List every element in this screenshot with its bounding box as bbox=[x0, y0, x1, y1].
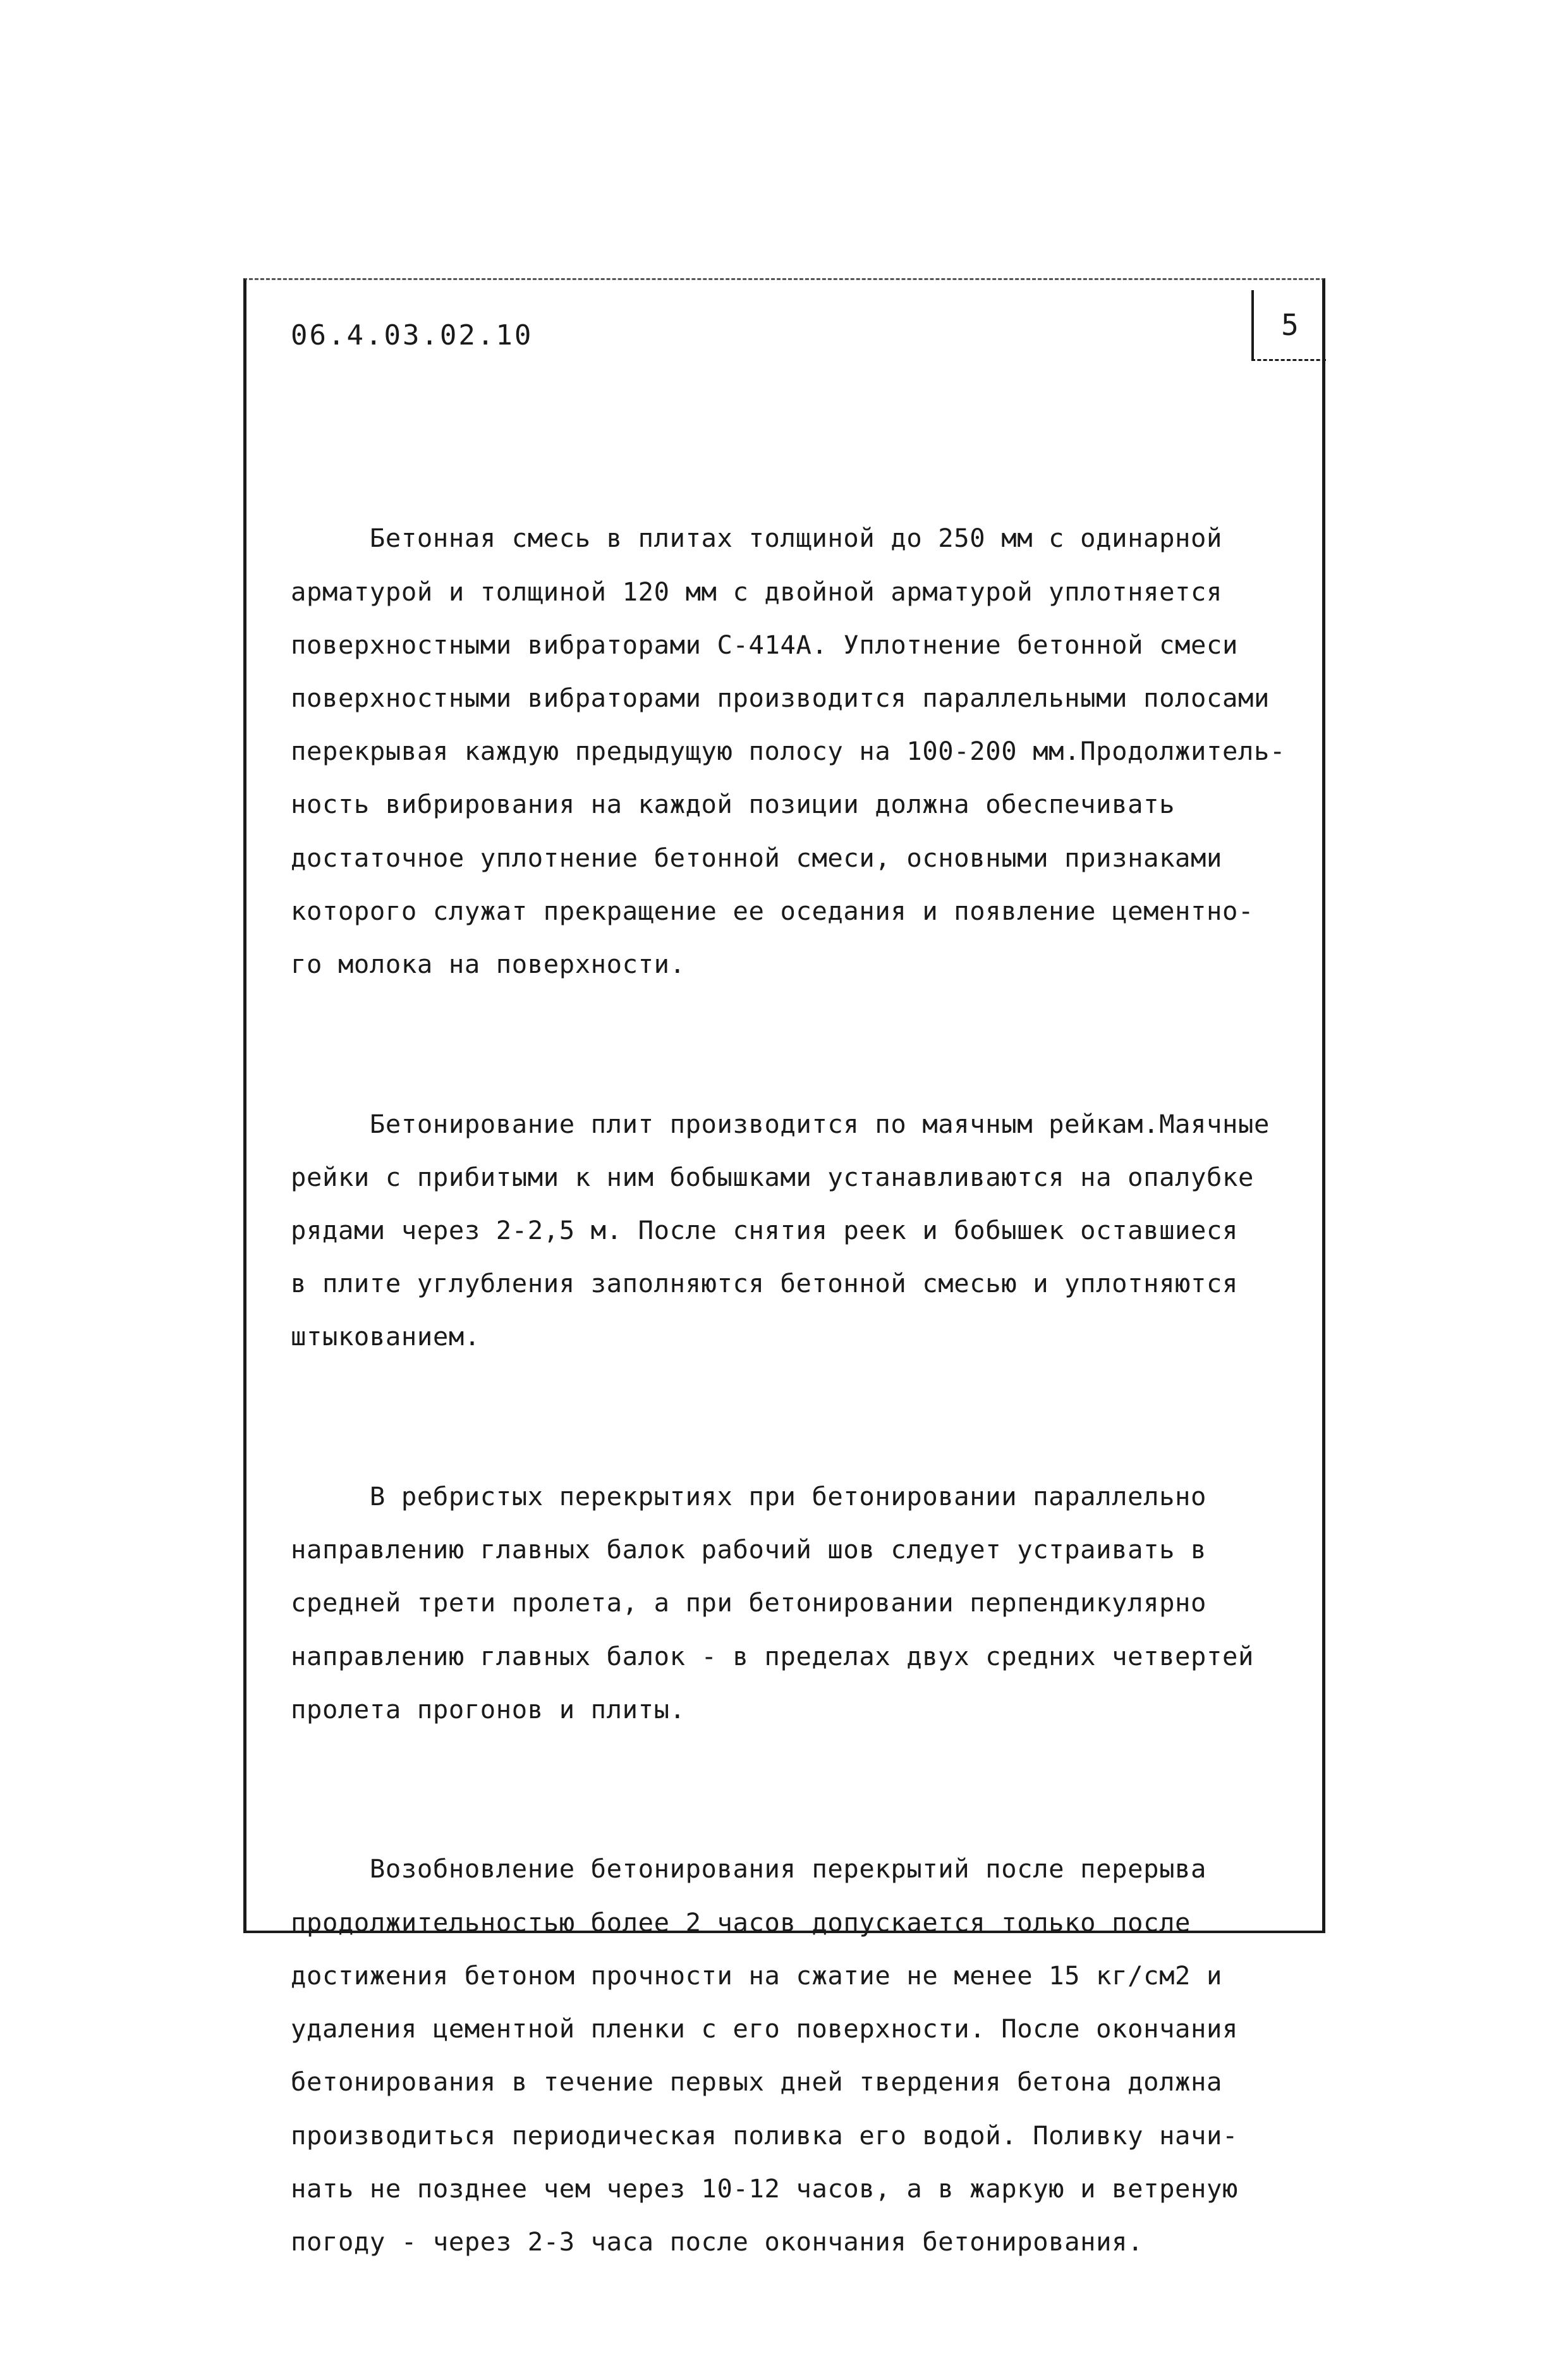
document-code: 06.4.03.02.10 bbox=[291, 319, 533, 351]
paragraph-2: Бетонирование плит производится по маячным рейкам.Маячные рейки с прибитыми к ним бобышками устанавливаются на опалубке рядами через 2-2,5 м. После снятия реек и бобышек оставшиеся в плите углубления заполняются бетонной смесью и уплотняются штыкованием. bbox=[291, 1108, 1270, 1352]
paragraph-4: Возобновление бетонирования перекрытий после перерыва продолжительностью более 2 часов допускается только после достижения бетоном прочности на сжатие не менее 15 кг/см2 и удаления цементной пленки с его поверхности. После окончания бетонирования в течение первых дней твердения бетона должна производиться периодическая поливка его водой. Поливку начи- нать не позднее чем через 10-12 часов, а в жаркую и ветреную погоду - через 2-3 часа после окончания бетонирования. bbox=[291, 1853, 1238, 2257]
page-number: 5 bbox=[1281, 307, 1299, 342]
document-body bbox=[291, 405, 1302, 2375]
page-frame bbox=[243, 278, 1325, 2257]
paragraph-1: Бетонная смесь в плитах толщиной до 250 мм с одинарной арматурой и толщиной 120 мм с двойной арматурой уплотняется поверхностными вибраторами С-414А. Уплотнение бетонной смеси поверхностными вибраторами производится параллельными полосами перекрывая каждую предыдущую полосу на 100-200 мм.Продолжитель- ность вибрирования на каждой позиции должна обеспечивать достаточное уплотнение бетонной смеси, основными признаками которого служат прекращение ее оседания и появление цементно- го молока на поверхности. bbox=[291, 523, 1285, 980]
page-number-box bbox=[1251, 290, 1326, 361]
paragraph-3: В ребристых перекрытиях при бетонировании параллельно направлению главных балок рабочий шов следует устраивать в средней трети пролета, а при бетонировании перпендикулярно направлению главных балок - в пределах двух средних четвертей пролета прогонов и плиты. bbox=[291, 1481, 1254, 1725]
